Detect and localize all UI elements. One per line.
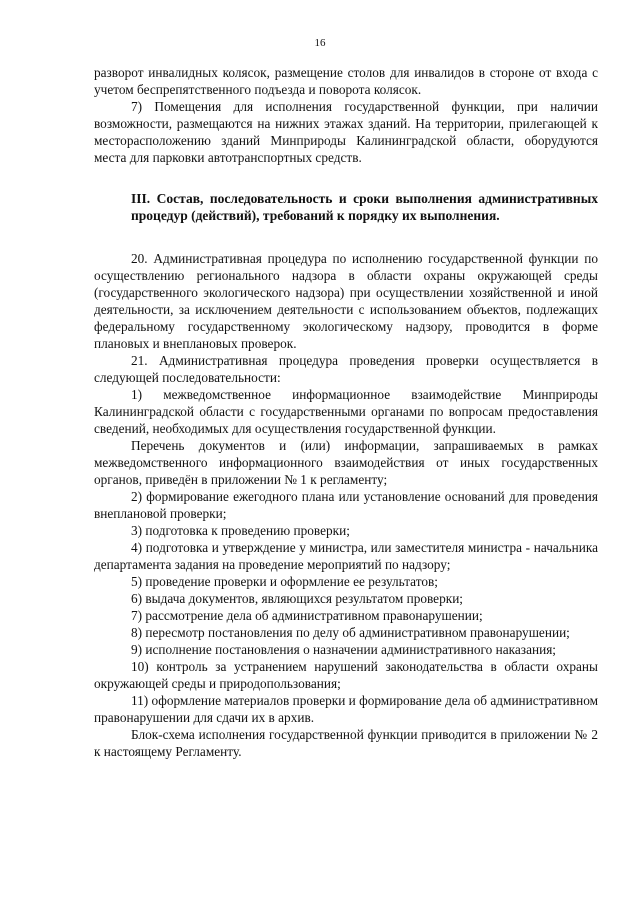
list-item: 1) межведомственное информационное взаимодействие Минприроды Калининградской области с государственными органами по вопросам предоставления сведений, необходимых для осуществления государственной функции.: [94, 387, 598, 436]
paragraph: Блок-схема исполнения государственной функции приводится в приложении № 2 к настоящему Регламенту.: [94, 727, 598, 759]
paragraph: разворот инвалидных колясок, размещение столов для инвалидов в стороне от входа с учетом беспрепятственного подъезда и поворота колясок.: [94, 65, 598, 97]
list-item: 5) проведение проверки и оформление ее результатов;: [131, 574, 438, 589]
list-item: 8) пересмотр постановления по делу об административном правонарушении;: [131, 625, 570, 640]
list-item: 10) контроль за устранением нарушений законодательства в области охраны окружающей среды и природопользования;: [94, 659, 598, 691]
list-item: 6) выдача документов, являющихся результатом проверки;: [131, 591, 464, 606]
list-item: 4) подготовка и утверждение у министра, или заместителя министра - начальника департамента задания на проведение мероприятий по надзору;: [94, 540, 598, 572]
list-item: 9) исполнение постановления о назначении административного наказания;: [131, 642, 557, 657]
paragraph: 7) Помещения для исполнения государственной функции, при наличии возможности, размещаются на нижних этажах зданий. На территории, прилегающей к месторасположению зданий Минприроды Калининградской области, оборудуются места для парковки автотранспортных средств.: [94, 99, 598, 165]
list-item: 11) оформление материалов проверки и формирование дела об административном правонарушении для сдачи их в архив.: [94, 693, 599, 725]
paragraph: Перечень документов и (или) информации, запрашиваемых в рамках межведомственного информационного взаимодействия от иных государственных органов, приведён в приложении № 1 к регламенту;: [94, 438, 598, 487]
paragraph: 20. Административная процедура по исполнению государственной функции по осуществлению регионального надзора в области охраны окружающей среды (государственного экологического надзора) при осуществлении хозяйственной и иной деятельности, за исключением деятельности с использованием объектов, подлежащих федеральному государственному экологическому надзору, проводится в форме плановых и внеплановых проверок.: [94, 251, 598, 351]
page-number: 16: [314, 37, 326, 49]
list-item: 3) подготовка к проведению проверки;: [131, 523, 350, 538]
document-body: [94, 64, 598, 760]
paragraph: 21. Административная процедура проведения проверки осуществляется в следующей последовательности:: [94, 353, 598, 385]
list-item: 2) формирование ежегодного плана или установление оснований для проведения внеплановой проверки;: [94, 489, 598, 521]
section-heading: III. Состав, последовательность и сроки выполнения административных процедур (действий), требований к порядку их выполнения.: [131, 191, 598, 223]
list-item: 7) рассмотрение дела об административном правонарушении;: [131, 608, 483, 623]
